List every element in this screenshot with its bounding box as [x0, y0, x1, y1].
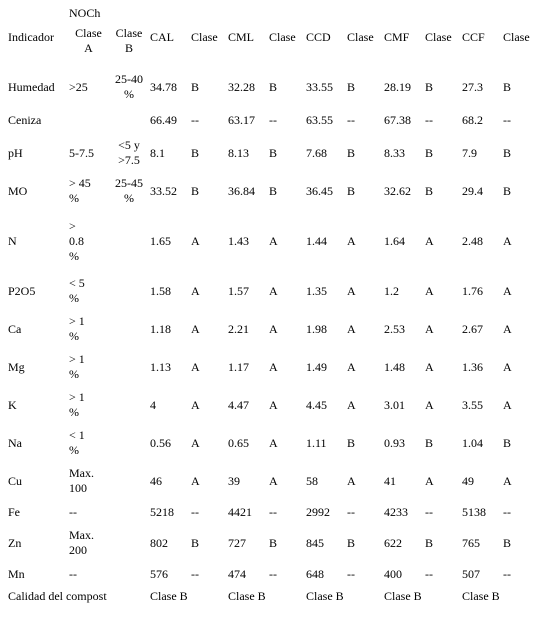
noch-clase-b-cell [108, 272, 150, 310]
sample-value: 576 [150, 566, 168, 581]
noch-clase-b-cell [108, 172, 150, 210]
noch-clase-b-cell [108, 424, 150, 462]
sample-class: -- [269, 112, 277, 127]
sample-value: 29.4 [462, 183, 483, 198]
sample-class: A [191, 435, 200, 450]
noch-clase-a-line: 5-7.5 [69, 145, 94, 160]
noch-clase-b-cell [108, 210, 150, 272]
sample-value: 1.64 [384, 233, 405, 248]
sample-value: 1.76 [462, 283, 483, 298]
noch-clase-a-line: 100 [69, 481, 87, 495]
sample-class: B [191, 145, 200, 160]
indicator-name: Cu [8, 473, 23, 488]
sample-value: 1.11 [306, 435, 327, 450]
noch-clase-a-line: % [69, 191, 79, 205]
sample-value: 1.49 [306, 359, 327, 374]
sample-class: A [347, 321, 356, 336]
noch-clase-a-line: Max. [69, 466, 94, 480]
sample-class: B [347, 79, 356, 94]
noch-clase-a-cell [69, 462, 108, 500]
sample-value: 1.35 [306, 283, 327, 298]
sample-value: 8.33 [384, 145, 405, 160]
header-clase-5: Clase [503, 29, 530, 44]
sample-class: A [503, 283, 512, 298]
sample-class: A [347, 283, 356, 298]
sample-class: A [269, 321, 278, 336]
sample-class: B [191, 535, 200, 550]
sample-class: -- [347, 504, 355, 519]
sample-class: B [347, 183, 356, 198]
noch-clase-b-cell [108, 134, 150, 172]
noch-clase-a-line: > 1 [69, 390, 85, 404]
sample-class: A [269, 473, 278, 488]
sample-class: A [191, 397, 200, 412]
table-header [8, 6, 540, 68]
noch-clase-b-line: <5 y [118, 138, 140, 152]
noch-clase-a-line: -- [69, 566, 77, 581]
sample-value: 1.36 [462, 359, 483, 374]
table-row [8, 562, 540, 586]
sample-value: 4233 [384, 504, 408, 519]
sample-class: A [503, 359, 512, 374]
sample-class: A [503, 233, 512, 248]
table-row [8, 106, 540, 134]
sample-value: 1.57 [228, 283, 249, 298]
sample-value: 58 [306, 473, 318, 488]
sample-class: -- [425, 504, 433, 519]
header-clase-3: Clase [347, 29, 374, 44]
indicator-name: Na [8, 435, 22, 450]
sample-class: B [503, 145, 512, 160]
noch-clase-a-cell [69, 134, 108, 172]
noch-clase-a-line: % [69, 443, 79, 457]
footer-row [8, 586, 540, 606]
noch-clase-a-line: % [69, 329, 79, 343]
sample-value: 28.19 [384, 79, 411, 94]
sample-class: A [425, 473, 434, 488]
indicator-name: P2O5 [8, 283, 36, 298]
table-row [8, 386, 540, 424]
noch-clase-b-line: % [124, 191, 134, 205]
sample-class: -- [191, 112, 199, 127]
noch-clase-b-cell [108, 500, 150, 524]
noch-clase-a-cell [69, 272, 108, 310]
noch-clase-a-line: Max. [69, 528, 94, 542]
header-sample-4: CMF [384, 29, 410, 44]
sample-value: 33.55 [306, 79, 333, 94]
sample-class: -- [503, 504, 511, 519]
sample-value: 0.65 [228, 435, 249, 450]
noch-clase-b-cell [108, 68, 150, 106]
noch-clase-a-line: > 1 [69, 352, 85, 366]
header-sample-1: CAL [150, 29, 174, 44]
header-clase-b-line2: B [124, 41, 133, 55]
header-sample-2: CML [228, 29, 255, 44]
sample-value: 32.62 [384, 183, 411, 198]
noch-clase-a-cell [69, 386, 108, 424]
footer-value-1: Clase B [150, 588, 188, 603]
sample-value: 4 [150, 397, 156, 412]
sample-value: 3.55 [462, 397, 483, 412]
sample-value: 32.28 [228, 79, 255, 94]
noch-clase-a-cell [69, 348, 108, 386]
header-sample-3: CCD [306, 29, 331, 44]
sample-class: B [503, 435, 512, 450]
compost-quality-table-container [8, 6, 540, 606]
sample-class: A [191, 233, 200, 248]
sample-class: B [503, 183, 512, 198]
header-sample-5: CCF [462, 29, 485, 44]
sample-value: 63.55 [306, 112, 333, 127]
sample-class: A [503, 473, 512, 488]
sample-class: A [503, 321, 512, 336]
sample-class: B [425, 435, 434, 450]
compost-quality-table [8, 6, 540, 606]
sample-value: 7.68 [306, 145, 327, 160]
sample-class: B [347, 145, 356, 160]
sample-value: 8.1 [150, 145, 165, 160]
sample-class: B [425, 183, 434, 198]
noch-clase-b-cell [108, 386, 150, 424]
noch-clase-a-cell [69, 106, 108, 134]
sample-value: 802 [150, 535, 168, 550]
sample-value: 36.84 [228, 183, 255, 198]
sample-value: 1.44 [306, 233, 327, 248]
sample-class: A [269, 283, 278, 298]
sample-value: 1.2 [384, 283, 399, 298]
sample-class: A [191, 359, 200, 374]
noch-clase-b-line: >7.5 [118, 153, 140, 167]
header-clase-a-line2: A [84, 41, 93, 55]
noch-clase-a-cell [69, 500, 108, 524]
noch-clase-b-line: 25-40 [115, 72, 143, 86]
sample-value: 1.18 [150, 321, 171, 336]
sample-class: A [347, 233, 356, 248]
noch-clase-a-cell [69, 310, 108, 348]
sample-value: 27.3 [462, 79, 483, 94]
noch-clase-a-line: -- [69, 504, 77, 519]
sample-value: 7.9 [462, 145, 477, 160]
sample-value: 41 [384, 473, 396, 488]
sample-class: -- [269, 504, 277, 519]
noch-clase-b-cell [108, 348, 150, 386]
sample-class: B [191, 183, 200, 198]
sample-value: 507 [462, 566, 480, 581]
noch-clase-b-cell [108, 462, 150, 500]
noch-clase-a-line: 200 [69, 543, 87, 557]
sample-class: -- [503, 566, 511, 581]
sample-class: B [503, 535, 512, 550]
header-row-noch [8, 6, 540, 26]
noch-clase-b-line: 25-45 [115, 176, 143, 190]
indicator-name: pH [8, 145, 23, 160]
sample-class: B [269, 183, 278, 198]
table-row [8, 310, 540, 348]
sample-value: 34.78 [150, 79, 177, 94]
sample-value: 1.58 [150, 283, 171, 298]
header-clase-4: Clase [425, 29, 452, 44]
sample-value: 400 [384, 566, 402, 581]
sample-class: B [503, 79, 512, 94]
sample-value: 845 [306, 535, 324, 550]
noch-clase-a-line: >25 [69, 79, 88, 94]
sample-class: A [269, 359, 278, 374]
header-clase-a-line1: Clase [75, 26, 102, 40]
sample-class: A [269, 397, 278, 412]
sample-class: A [503, 397, 512, 412]
sample-value: 33.52 [150, 183, 177, 198]
sample-class: B [269, 145, 278, 160]
indicator-name: MO [8, 183, 28, 198]
noch-clase-a-line: > 1 [69, 314, 85, 328]
noch-clase-a-line: % [69, 405, 79, 419]
indicator-name: Mn [8, 566, 25, 581]
noch-clase-a-cell [69, 524, 108, 562]
sample-class: -- [191, 504, 199, 519]
sample-class: B [269, 79, 278, 94]
sample-value: 622 [384, 535, 402, 550]
sample-value: 39 [228, 473, 240, 488]
sample-value: 67.38 [384, 112, 411, 127]
noch-clase-b-cell [108, 562, 150, 586]
sample-value: 1.48 [384, 359, 405, 374]
sample-value: 1.17 [228, 359, 249, 374]
footer-value-5: Clase B [462, 588, 500, 603]
table-footer [8, 586, 540, 606]
sample-class: A [191, 473, 200, 488]
sample-class: -- [347, 112, 355, 127]
noch-clase-a-cell [69, 562, 108, 586]
sample-class: A [191, 283, 200, 298]
table-row [8, 524, 540, 562]
noch-clase-a-line: % [69, 248, 79, 263]
noch-clase-a-line: % [69, 291, 79, 305]
sample-class: -- [269, 566, 277, 581]
noch-clase-a-line: 0.8 [69, 233, 84, 248]
noch-clase-a-cell [69, 172, 108, 210]
noch-clase-a-line: % [69, 367, 79, 381]
indicator-name: Humedad [8, 79, 55, 94]
indicator-name: Ca [8, 321, 22, 336]
noch-clase-b-cell [108, 106, 150, 134]
table-row [8, 500, 540, 524]
sample-class: -- [425, 566, 433, 581]
sample-value: 1.43 [228, 233, 249, 248]
table-row [8, 272, 540, 310]
noch-clase-a-line: < 5 [69, 276, 85, 290]
sample-value: 2.67 [462, 321, 483, 336]
sample-value: 2.53 [384, 321, 405, 336]
sample-class: A [269, 233, 278, 248]
footer-label: Calidad del compost [8, 588, 107, 603]
indicator-name: Ceniza [8, 112, 42, 127]
header-clase-b [108, 26, 150, 68]
sample-class: A [425, 321, 434, 336]
sample-value: 4421 [228, 504, 252, 519]
table-body [8, 68, 540, 586]
indicator-name: Mg [8, 359, 25, 374]
table-row [8, 424, 540, 462]
footer-value-4: Clase B [384, 588, 422, 603]
sample-value: 3.01 [384, 397, 405, 412]
sample-class: A [347, 359, 356, 374]
sample-value: 8.13 [228, 145, 249, 160]
noch-clase-a-line: > [69, 218, 76, 233]
sample-class: B [425, 79, 434, 94]
sample-class: A [347, 473, 356, 488]
footer-value-2: Clase B [228, 588, 266, 603]
sample-value: 648 [306, 566, 324, 581]
header-clase-2: Clase [269, 29, 296, 44]
indicator-name: N [8, 233, 17, 248]
sample-value: 2992 [306, 504, 330, 519]
sample-class: B [347, 435, 356, 450]
sample-value: 765 [462, 535, 480, 550]
sample-value: 68.2 [462, 112, 483, 127]
noch-clase-a-cell [69, 68, 108, 106]
sample-class: B [269, 535, 278, 550]
noch-clase-b-cell [108, 310, 150, 348]
sample-class: -- [191, 566, 199, 581]
table-row [8, 210, 540, 272]
footer-value-3: Clase B [306, 588, 344, 603]
sample-value: 0.93 [384, 435, 405, 450]
sample-value: 66.49 [150, 112, 177, 127]
sample-class: A [425, 359, 434, 374]
indicator-name: Zn [8, 535, 22, 550]
sample-class: -- [503, 112, 511, 127]
sample-class: B [191, 79, 200, 94]
sample-value: 4.47 [228, 397, 249, 412]
sample-class: A [347, 397, 356, 412]
sample-value: 0.56 [150, 435, 171, 450]
sample-value: 46 [150, 473, 162, 488]
noch-clase-a-cell [69, 210, 108, 272]
indicator-name: K [8, 397, 17, 412]
table-row [8, 172, 540, 210]
sample-class: B [347, 535, 356, 550]
noch-clase-a-cell [69, 424, 108, 462]
table-row [8, 134, 540, 172]
sample-value: 1.65 [150, 233, 171, 248]
table-row [8, 462, 540, 500]
sample-class: A [425, 283, 434, 298]
sample-value: 1.04 [462, 435, 483, 450]
sample-value: 5138 [462, 504, 486, 519]
sample-value: 2.21 [228, 321, 249, 336]
sample-class: -- [425, 112, 433, 127]
sample-value: 727 [228, 535, 246, 550]
table-row [8, 68, 540, 106]
sample-value: 2.48 [462, 233, 483, 248]
noch-clase-b-line: % [124, 87, 134, 101]
header-indicador: Indicador [8, 29, 54, 44]
sample-value: 49 [462, 473, 474, 488]
sample-value: 474 [228, 566, 246, 581]
sample-value: 36.45 [306, 183, 333, 198]
noch-clase-a-line: > 45 [69, 176, 91, 190]
noch-clase-a-line: < 1 [69, 428, 85, 442]
header-noch: NOCh [69, 6, 101, 20]
sample-class: -- [347, 566, 355, 581]
sample-class: A [425, 233, 434, 248]
noch-clase-b-cell [108, 524, 150, 562]
sample-class: A [191, 321, 200, 336]
sample-value: 1.13 [150, 359, 171, 374]
sample-class: A [269, 435, 278, 450]
table-row [8, 348, 540, 386]
indicator-name: Fe [8, 504, 20, 519]
sample-value: 4.45 [306, 397, 327, 412]
header-clase-1: Clase [191, 29, 218, 44]
header-clase-a [69, 26, 108, 68]
header-clase-b-line1: Clase [115, 26, 143, 40]
sample-class: B [425, 145, 434, 160]
sample-class: B [425, 535, 434, 550]
sample-class: A [425, 397, 434, 412]
sample-value: 5218 [150, 504, 174, 519]
sample-value: 1.98 [306, 321, 327, 336]
sample-value: 63.17 [228, 112, 255, 127]
